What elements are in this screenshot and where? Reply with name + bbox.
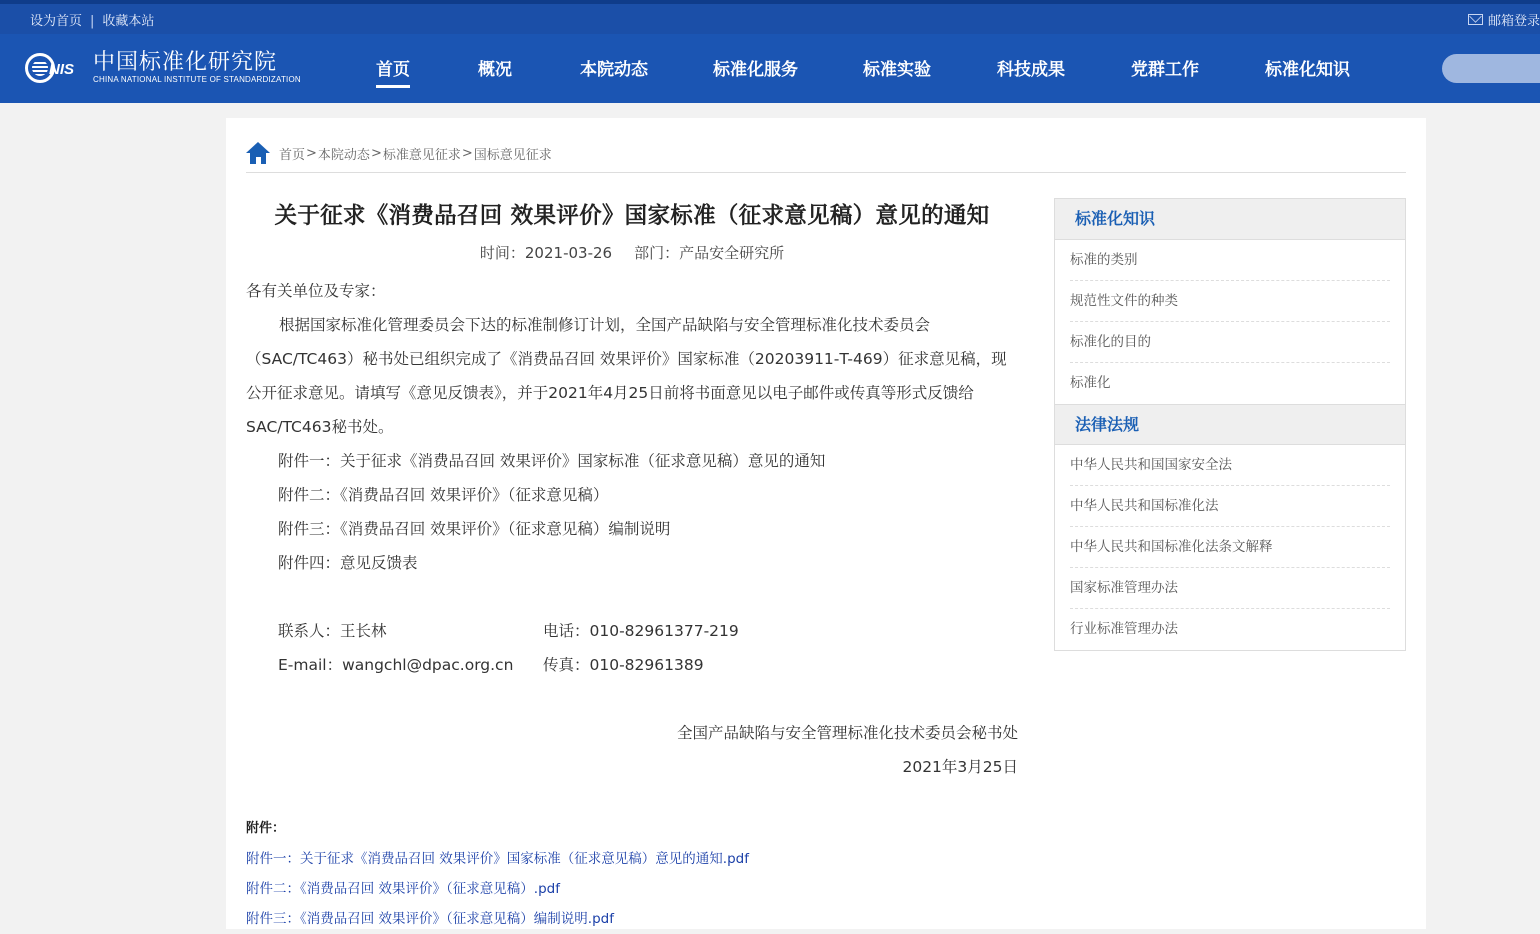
breadcrumb xyxy=(246,142,552,164)
set-homepage-link[interactable]: 设为首页 xyxy=(30,14,83,29)
breadcrumb-separator: > xyxy=(370,145,382,161)
breadcrumb-comments[interactable]: 标准意见征求 xyxy=(382,147,461,163)
content-panel xyxy=(226,118,1426,929)
bookmark-site-link[interactable]: 收藏本站 xyxy=(102,14,155,29)
site-header xyxy=(0,34,1540,103)
nav-standard-experiments[interactable]: 标准实验 xyxy=(863,60,931,80)
logo-english-name: CHINA NATIONAL INSTITUTE OF STANDARDIZATION xyxy=(93,75,301,84)
nav-research-results[interactable]: 科技成果 xyxy=(997,60,1065,80)
sidebar-heading-laws[interactable]: 法律法规 xyxy=(1055,404,1405,445)
nav-overview[interactable]: 概况 xyxy=(478,60,512,80)
annex-item: 附件一：关于征求《消费品召回 效果评价》国家标准（征求意见稿）意见的通知 xyxy=(278,452,826,470)
nav-standardization-services[interactable]: 标准化服务 xyxy=(713,60,798,80)
home-icon[interactable] xyxy=(246,142,270,164)
contact-phone: 电话：010-82961377-219 xyxy=(543,622,739,640)
nav-home[interactable]: 首页 xyxy=(376,55,410,80)
annex-item: 附件四：意见反馈表 xyxy=(278,554,418,572)
signature-date: 2021年3月25日 xyxy=(902,758,1018,776)
top-links xyxy=(30,10,154,29)
top-utility-bar xyxy=(0,0,1540,34)
site-logo[interactable] xyxy=(25,51,301,85)
contact-email: E-mail：wangchl@dpac.org.cn xyxy=(278,656,514,674)
annex-item: 附件二：《消费品召回 效果评价》（征求意见稿） xyxy=(278,486,609,504)
logo-abbr: NIS xyxy=(49,61,75,78)
contact-fax: 传真：010-82961389 xyxy=(543,656,704,674)
contact-row xyxy=(246,614,1018,648)
mail-login-link[interactable] xyxy=(1468,10,1540,29)
nav-standardization-knowledge[interactable]: 标准化知识 xyxy=(1265,60,1350,80)
spacer xyxy=(246,682,1018,716)
top-links-separator: | xyxy=(90,14,95,29)
signature-org: 全国产品缺陷与安全管理标准化技术委员会秘书处 xyxy=(676,724,1018,742)
attachment-link[interactable]: 附件三：《消费品召回 效果评价》（征求意见稿）编制说明.pdf xyxy=(246,911,614,927)
article-meta xyxy=(246,243,1018,263)
sidebar-item[interactable]: 中华人民共和国标准化法条文解释 xyxy=(1070,527,1390,568)
mail-icon xyxy=(1468,14,1483,25)
sidebar-item[interactable]: 国家标准管理办法 xyxy=(1070,568,1390,609)
breadcrumb-news[interactable]: 本院动态 xyxy=(317,147,370,163)
sidebar-item[interactable]: 中华人民共和国国家安全法 xyxy=(1070,445,1390,486)
nav-party-work[interactable]: 党群工作 xyxy=(1131,60,1199,80)
article-title: 关于征求《消费品召回 效果评价》国家标准（征求意见稿）意见的通知 xyxy=(274,203,990,229)
sidebar-item[interactable]: 中华人民共和国标准化法 xyxy=(1070,486,1390,527)
sidebar-item[interactable]: 标准的类别 xyxy=(1070,240,1390,281)
cnis-logo-icon xyxy=(25,51,89,85)
attachment-link[interactable]: 附件一：关于征求《消费品召回 效果评价》国家标准（征求意见稿）意见的通知.pdf xyxy=(246,851,749,867)
main-paragraph: 根据国家标准化管理委员会下达的标准制修订计划，全国产品缺陷与安全管理标准化技术委员会（SAC/TC463）秘书处已组织完成了《消费品召回 效果评价》国家标准（20203911-T-469）征求意见稿，现公开征求意见。请填写《意见反馈表》，并于2021年4月25日前将书面意见以电子邮件或传真等形式反馈给SAC/TC463秘书处。 xyxy=(246,316,1007,436)
breadcrumb-home[interactable]: 首页 xyxy=(279,147,306,163)
nav-news[interactable]: 本院动态 xyxy=(580,60,648,80)
article-body xyxy=(246,274,1018,784)
breadcrumb-separator: > xyxy=(306,145,317,161)
sidebar-item[interactable]: 标准化的目的 xyxy=(1070,322,1390,363)
breadcrumb-divider xyxy=(246,172,1406,173)
attachments-label: 附件： xyxy=(246,821,286,836)
sidebar-item[interactable]: 规范性文件的种类 xyxy=(1070,281,1390,322)
breadcrumb-separator: > xyxy=(461,145,473,161)
sidebar xyxy=(1054,198,1406,651)
article-time: 时间：2021-03-26 xyxy=(479,244,613,262)
breadcrumb-national-comments[interactable]: 国标意见征求 xyxy=(473,147,552,163)
logo-chinese-name: 中国标准化研究院 xyxy=(93,50,278,75)
sidebar-heading-knowledge[interactable]: 标准化知识 xyxy=(1055,199,1405,240)
greeting: 各有关单位及专家： xyxy=(246,282,386,300)
article xyxy=(246,196,1018,934)
mail-login-label: 邮箱登录 xyxy=(1487,14,1540,29)
spacer xyxy=(246,580,1018,614)
search-input[interactable] xyxy=(1442,54,1540,83)
article-department: 部门：产品安全研究所 xyxy=(634,244,785,262)
annex-item: 附件三：《消费品召回 效果评价》（征求意见稿）编制说明 xyxy=(278,520,671,538)
sidebar-item[interactable]: 行业标准管理办法 xyxy=(1070,621,1178,637)
sidebar-item[interactable]: 标准化 xyxy=(1070,375,1111,391)
contact-person: 联系人：王长林 xyxy=(278,622,387,640)
contact-row xyxy=(246,648,1018,682)
logo-text xyxy=(93,51,301,85)
attachment-link[interactable]: 附件二：《消费品召回 效果评价》（征求意见稿）.pdf xyxy=(246,881,560,897)
